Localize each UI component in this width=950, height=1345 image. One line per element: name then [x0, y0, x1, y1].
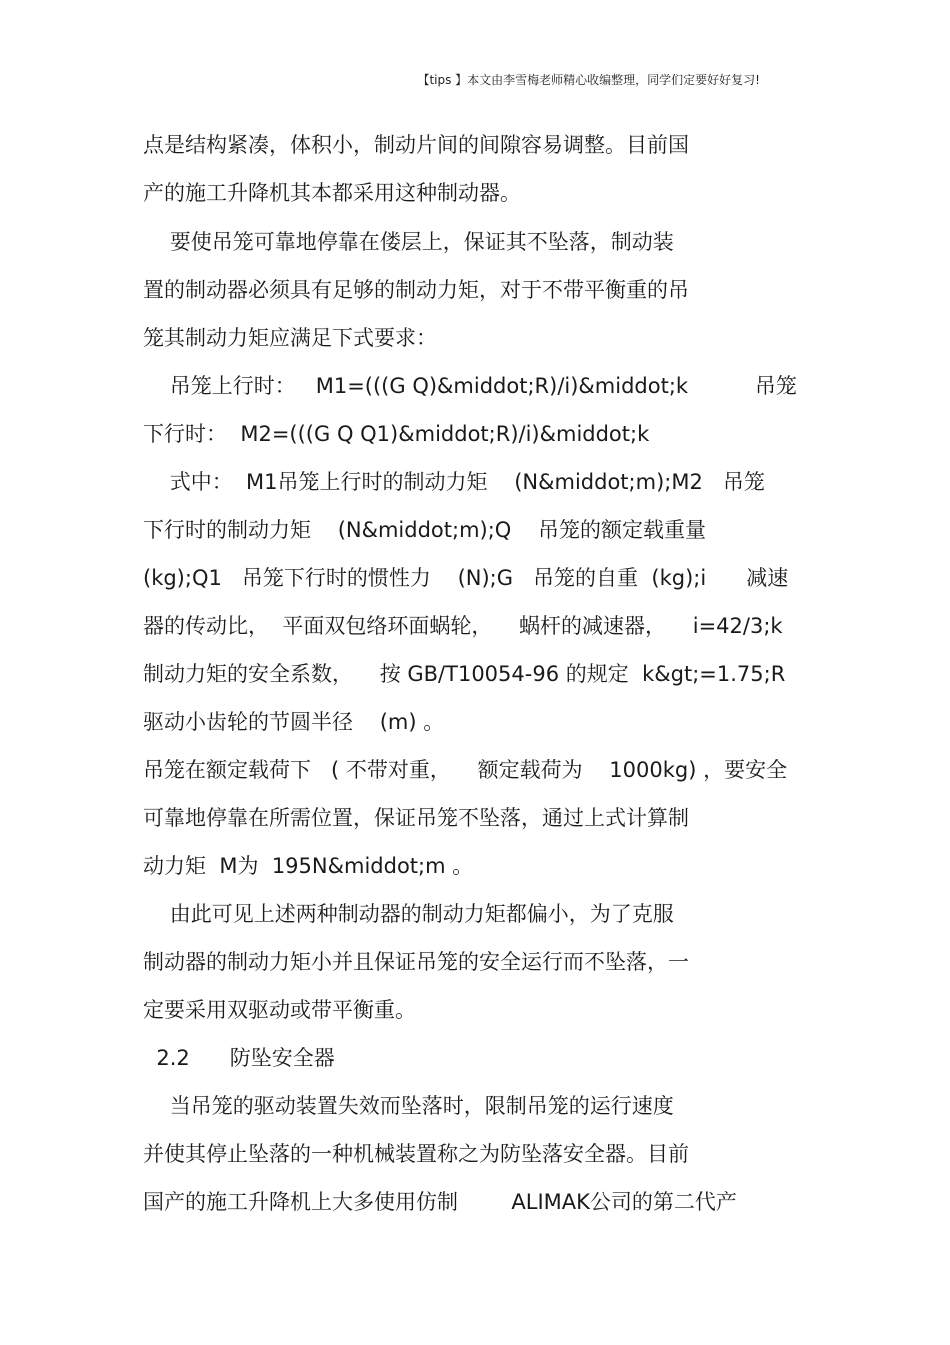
text-line: 吊笼在额定载荷下 ( 不带对重， 额定载荷为 1000kg) ，要安全: [143, 758, 788, 782]
text-line: 国产的施工升降机上大多使用仿制 ALIMAK公司的第二代产: [143, 1190, 737, 1214]
text-line: 点是结构紧凑，体积小，制动片间的间隙容易调整。目前国: [143, 133, 689, 157]
text-line: 笼其制动力矩应满足下式要求：: [143, 326, 437, 350]
text-line: 动力矩 M为 195N&middot;m 。: [143, 854, 474, 878]
text-line: (kg);Q1 吊笼下行时的惯性力 (N);G 吊笼的自重 (kg);i 减速: [143, 566, 789, 590]
text-line: 由此可见上述两种制动器的制动力矩都偏小，为了克服: [143, 902, 674, 926]
text-line: 吊笼上行时： M1=(((G Q)&middot;R)/i)&middot;k 吊笼: [143, 374, 797, 398]
text-line: 制动力矩的安全系数， 按 GB/T10054-96 的规定 k&gt;=1.75;R: [143, 662, 786, 686]
text-line: 当吊笼的驱动装置失效而坠落时，限制吊笼的运行速度: [143, 1094, 674, 1118]
text-line: 要使吊笼可靠地停靠在偻层上，保证其不坠落，制动装: [143, 230, 674, 254]
text-line: 下行时： M2=(((G Q Q1)&middot;R)/i)&middot;k: [143, 422, 650, 446]
text-line: 置的制动器必须具有足够的制动力矩，对于不带平衡重的吊: [143, 278, 689, 302]
text-line: 驱动小齿轮的节圆半径 (m) 。: [143, 710, 445, 734]
text-line: 制动器的制动力矩小并且保证吊笼的安全运行而不坠落，一: [143, 950, 689, 974]
text-line: 可靠地停靠在所需位置，保证吊笼不坠落，通过上式计算制: [143, 806, 689, 830]
text-line: 下行时的制动力矩 (N&middot;m);Q 吊笼的额定载重量: [143, 518, 707, 542]
section-heading: 2.2 防坠安全器: [143, 1046, 335, 1070]
text-line: 定要采用双驱动或带平衡重。: [143, 998, 416, 1022]
text-line: 并使其停止坠落的一种机械装置称之为防坠落安全器。目前: [143, 1142, 689, 1166]
text-line: 式中： M1吊笼上行时的制动力矩 (N&middot;m);M2 吊笼: [143, 470, 765, 494]
header-tips: 【tips 】本文由李雪梅老师精心收编整理，同学们定要好好复习!: [417, 73, 760, 87]
text-line: 器的传动比， 平面双包络环面蜗轮， 蜗杆的减速器， i=42/3;k: [143, 614, 783, 638]
text-line: 产的施工升降机其本都采用这种制动器。: [143, 181, 521, 205]
